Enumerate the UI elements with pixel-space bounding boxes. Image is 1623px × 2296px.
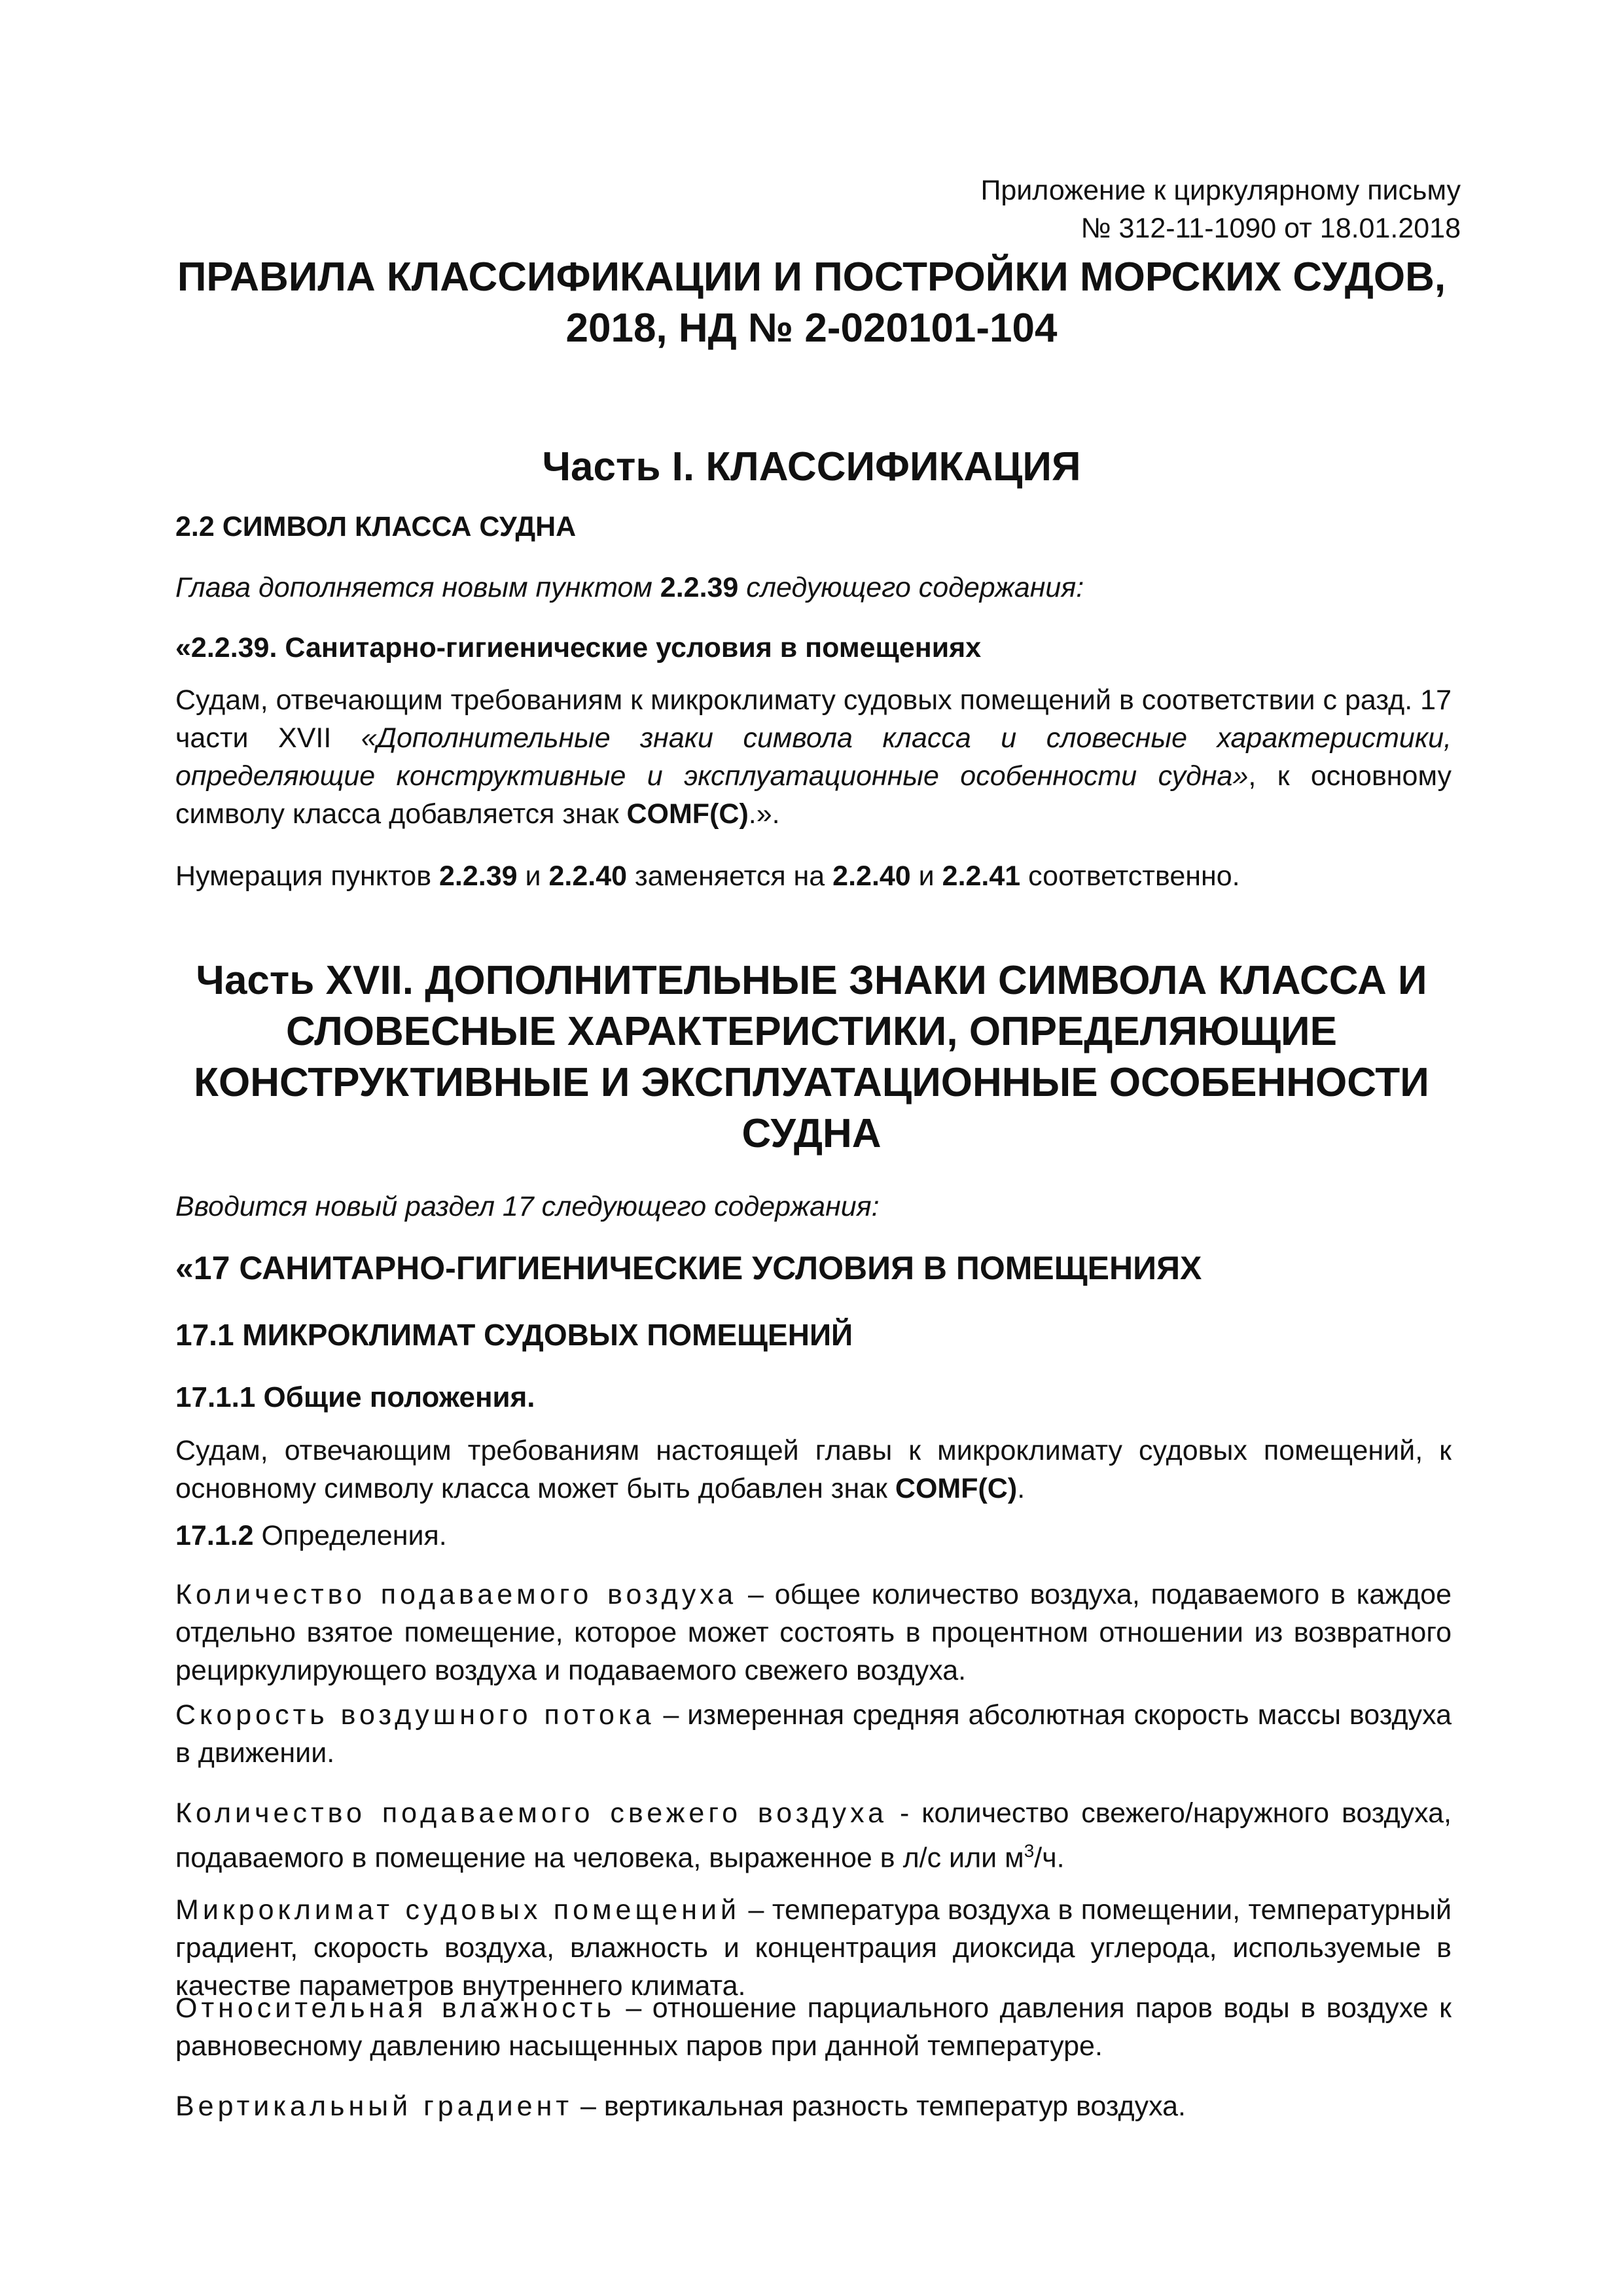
document-title-line-2: 2018, НД № 2-020101-104 <box>565 306 1058 351</box>
definition-text: – вертикальная разность температур воздуха. <box>573 2091 1186 2122</box>
definition-term: Количество подаваемого свежего воздуха <box>175 1797 888 1829</box>
comf2-sign: COMF(C) <box>895 1473 1018 1504</box>
part-17-heading-line-4: СУДНА <box>741 1111 882 1156</box>
definition-text: – измеренная средняя абсолютная скорость массы воздуха в движении. <box>175 1699 1452 1769</box>
renum-d: и <box>910 860 942 892</box>
paragraph-new-section: Вводится новый раздел 17 следующего содержания: <box>175 1191 880 1222</box>
definition-superscript: 3 <box>1024 1841 1035 1861</box>
part-17-heading-line-2: СЛОВЕСНЫЕ ХАРАКТЕРИСТИКИ, ОПРЕДЕЛЯЮЩИЕ <box>286 1009 1337 1054</box>
section-heading-17: «17 САНИТАРНО-ГИГИЕНИЧЕСКИЕ УСЛОВИЯ В ПОМЕЩЕНИЯХ <box>175 1250 1202 1286</box>
renum-c: заменяется на <box>627 860 833 892</box>
definition-text: – отношение парциального давления паров воды в воздухе к равновесному давлению насыщенных паров при данной температуре. <box>175 1992 1452 2062</box>
section-heading-17-1: 17.1 МИКРОКЛИМАТ СУДОВЫХ ПОМЕЩЕНИЙ <box>175 1318 853 1352</box>
renum-a: Нумерация пунктов <box>175 860 439 892</box>
comf-pre: Судам, отвечающим требованиям к микроклимату судовых помещений в соответствии с разд. 17 части XVII <box>175 684 1452 754</box>
part-17-heading-line-1: Часть XVII. ДОПОЛНИТЕЛЬНЫЕ ЗНАКИ СИМВОЛА КЛАССА И <box>196 958 1427 1003</box>
definition-supply-air <box>175 1576 1452 1689</box>
section-heading-17-1-1: 17.1.1 Общие положения. <box>175 1381 535 1413</box>
document-title-line-1: ПРАВИЛА КЛАССИФИКАЦИИ И ПОСТРОЙКИ МОРСКИХ СУДОВ, <box>177 255 1446 300</box>
letterhead-line-1: Приложение к циркулярному письму <box>980 175 1461 206</box>
definitions-label: Определения. <box>253 1520 447 1551</box>
definitions-heading <box>175 1517 1452 1555</box>
definition-term: Скорость воздушного потока <box>175 1699 655 1731</box>
intro-number: 2.2.39 <box>660 572 739 603</box>
definition-relative-humidity <box>175 1989 1452 2065</box>
definition-text: - количество свежего/наружного воздуха, подаваемого в помещение на человека, выраженное в л/с или м <box>175 1797 1452 1874</box>
quoted-item-heading-2-2-39: «2.2.39. Санитарно-гигиенические условия в помещениях <box>175 632 982 663</box>
definitions-number: 17.1.2 <box>175 1520 254 1551</box>
renum-e: соответственно. <box>1020 860 1240 892</box>
renum-number-2: 2.2.40 <box>548 860 628 892</box>
renum-b: и <box>517 860 549 892</box>
paragraph-comf-requirement <box>175 681 1452 833</box>
definition-text-end: /ч. <box>1034 1842 1065 1874</box>
definition-microclimate <box>175 1891 1452 2005</box>
part-17-heading <box>105 955 1518 1159</box>
definition-text: – температура воздуха в помещении, температурный градиент, скорость воздуха, влажность и концентрация диоксида углерода, используемые в качестве параметров внутреннего климата. <box>175 1894 1452 2002</box>
definition-term: Вертикальный градиент <box>175 2091 573 2122</box>
renum-number-4: 2.2.41 <box>942 860 1021 892</box>
definition-air-velocity <box>175 1696 1452 1772</box>
letterhead <box>872 171 1461 247</box>
definition-term: Относительная влажность <box>175 1992 615 2024</box>
paragraph-chapter-addition <box>175 569 1452 607</box>
comf2-text: Судам, отвечающим требованиям настоящей главы к микроклимату судовых помещений, к основному символу класса может быть добавлен знак <box>175 1435 1452 1504</box>
definition-text: – общее количество воздуха, подаваемого в каждое отдельно взятое помещение, которое может состоять в процентном отношении из возвратного рециркулирующего воздуха и подаваемого свежего воздуха. <box>175 1579 1452 1686</box>
comf-mid: , к основному символу класса добавляется знак <box>175 760 1452 830</box>
definition-vertical-gradient <box>175 2087 1452 2125</box>
definition-fresh-air <box>175 1794 1452 1877</box>
definition-term: Количество подаваемого воздуха <box>175 1579 738 1610</box>
comf-end: .». <box>748 798 780 830</box>
intro-tail: следующего содержания: <box>738 572 1084 603</box>
definition-term: Микроклимат судовых помещений <box>175 1894 741 1926</box>
part-1-heading: Часть I. КЛАССИФИКАЦИЯ <box>542 444 1081 489</box>
intro-text: Глава дополняется новым пунктом <box>175 572 660 603</box>
paragraph-renumbering <box>175 857 1452 895</box>
part-17-heading-line-3: КОНСТРУКТИВНЫЕ И ЭКСПЛУАТАЦИОННЫЕ ОСОБЕННОСТИ <box>194 1060 1429 1105</box>
letterhead-line-2: № 312-11-1090 от 18.01.2018 <box>1080 213 1461 244</box>
document-title <box>105 252 1518 354</box>
comf-part-title: «Дополнительные знаки символа класса и словесные характеристики, определяющие конструктивные и эксплуатационные особенности судна» <box>175 722 1452 792</box>
section-heading-2-2: 2.2 СИМВОЛ КЛАССА СУДНА <box>175 511 577 542</box>
renum-number-3: 2.2.40 <box>832 860 911 892</box>
comf-sign: COMF(C) <box>626 798 749 830</box>
paragraph-comf-general <box>175 1432 1452 1508</box>
renum-number-1: 2.2.39 <box>439 860 518 892</box>
comf2-end: . <box>1017 1473 1026 1504</box>
